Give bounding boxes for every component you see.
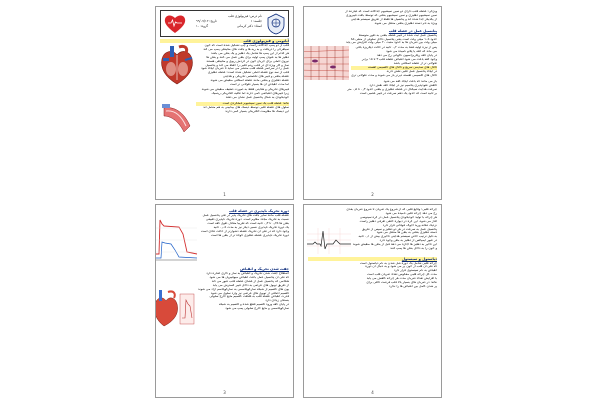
note-line: نکته: عضله قلب یک سین سیشیوم عملکردی است bbox=[196, 102, 289, 106]
header-field-value: تاریخ: ۹۹/۰۷/۱۲ bbox=[196, 19, 217, 23]
section-title: دیاستول و سیستول bbox=[308, 257, 437, 261]
header-field-value: گروه: ۱۰ bbox=[196, 24, 209, 28]
text-line: کاهش نفوذپذیری پتاسیم نیز در ایجاد کفه نقش دارد bbox=[369, 84, 437, 88]
header-field-label: جلسه: ۱ bbox=[250, 19, 262, 23]
document-page-2 bbox=[303, 6, 442, 200]
text-line: با افزایش تعداد ضربان مدت هر چرخه کاهش می یابد bbox=[366, 277, 437, 281]
text-line: چرخه قلبی: وقایع قلبی که از شروع یک ضربان تا شروع ضربان بعدی bbox=[346, 208, 437, 211]
text-line: بطن ها ۰٫۲۵ تا ۰٫۳ ثانیه است که تقریبا معادل طول کفه است bbox=[207, 221, 289, 225]
text-line: که طی آن پتانسیل عمل باعث انقباض میوفیبریل ها می شود bbox=[209, 275, 289, 279]
header-field-label: استاد: دکتر کرمانی bbox=[236, 24, 262, 28]
text-line: هر چرخه با تولید خودبخودی پتانسیل عمل در گره سینوسی bbox=[359, 215, 437, 219]
text-line: انقباض به نام سیستول قرار دارد bbox=[393, 269, 437, 273]
text-line: سارکوپلاسمی و مایع خارج سلولی پمپ می شود bbox=[225, 307, 289, 311]
heart-pressure-diagram bbox=[155, 288, 196, 328]
heart-anatomy-figure bbox=[155, 44, 199, 88]
cardiac-muscle-micrograph bbox=[303, 46, 349, 80]
text-line: در پایان کفه ورود کلسیم قطع شده و کلسیم به شبکه bbox=[218, 303, 289, 307]
university-emblem-icon bbox=[266, 13, 286, 35]
text-line: هر کدام از این پمپ ها شامل یک دهلیز و یک بطن می باشد bbox=[211, 51, 289, 55]
heart-logo-icon bbox=[163, 13, 187, 35]
text-line: زیرا فیبرهای انقباضی کمی دارند اما تخلیه الکتریکی ریتمیک bbox=[211, 91, 289, 95]
text-line: اصطلاح جفت شدن تحریک و انقباض به ساز و کاری اشاره دارد bbox=[206, 272, 289, 275]
text-line: می ماند که کفه یا پلاتو نامیده می شود bbox=[386, 50, 437, 54]
text-line: این دیسک ها مقاومت الکتریکی بسیار کمی دارند bbox=[225, 109, 289, 113]
text-line: دوره تحریک ناپذیری عضله دهلیزی کوتاه تر از بطن ها است bbox=[210, 233, 289, 237]
document-page-3 bbox=[155, 204, 294, 398]
text-line: چرخه قلبی شامل یک دوره شل شدن به نام دیاستول است bbox=[359, 261, 437, 265]
text-line: قلب از دو پمپ جداگانه راست و چپ تشکیل شده است که خون bbox=[204, 44, 289, 47]
text-line: وجود کفه باعث می شود انقباض عضله قلب ۳ تا ۱۵ برابر bbox=[361, 58, 437, 62]
text-line: از طریق توبول های عرضی به داخل فیبر گسترش می یابد bbox=[212, 283, 289, 287]
text-line: ویژگی: عضله قلب دارای دو سین سیشیوم جداگانه است که عبارتند از bbox=[345, 10, 437, 13]
section-title: جفت شدن تحریک و انقباض bbox=[240, 267, 289, 271]
text-line: هنگامی که پتانسیل عمل از غشای عضله قلب عبور می کند bbox=[211, 279, 289, 283]
page-number: 1 bbox=[223, 192, 226, 197]
text-line: خودبخودی به شکل پتانسیل عمل نشان می دهند bbox=[225, 95, 289, 99]
text-line: دسته دهلیزی بطنی به بطن ها منتقل می شود bbox=[376, 231, 437, 235]
highlighted-line: کانال های سدیمی سریع و کانال های کلسیمی آهسته bbox=[351, 66, 437, 70]
document-page-1 bbox=[155, 6, 294, 200]
action-potential-graph bbox=[155, 214, 199, 264]
text-line: اما مدت انقباض آن ها بسیار طولانی تر است bbox=[229, 83, 289, 87]
text-line: عضله بطنی و فیبر های تخصصی تحریکی و هدایتی bbox=[223, 75, 289, 79]
text-line: حدود ۱۰۵ میلی ولت است یعنی پتانسیل داخل سلولی از منفی ۸۵ bbox=[350, 37, 437, 41]
text-line: باز می مانند که باعث ایجاد کفه می شود bbox=[383, 80, 437, 84]
text-line: این تاخیر به دهلیز ها اجازه می دهد قبل از بطن ها منقبض شوند bbox=[352, 243, 437, 247]
text-line: که طی آن قلب از خون پر می شود و به دنبال آن دوره bbox=[365, 265, 437, 269]
text-line: قلب از سه نوع عضله اصلی تشکیل شده است: عضله دهلیزی bbox=[207, 71, 289, 75]
text-line: فیبرهای تحریکی و هدایتی فقط به صورت ضعیف منقبض می شوند bbox=[201, 88, 289, 91]
text-line: یک دوره تحریک ناپذیری نسبی دیگر نیز به مدت ۰٫۰۵ ثانیه bbox=[213, 225, 289, 229]
text-line: سرعت هدایت سیگنال در عضله دهلیزی و بطنی حدود ۰٫۳ تا ۰٫۵ متر bbox=[347, 88, 437, 92]
text-line: دهلیز ها به عنوان پمپ اولیه برای بطن عمل می کنند و بطن ها bbox=[206, 55, 289, 59]
text-line: طولانی تر از عضله اسکلتی باشد bbox=[393, 61, 437, 65]
section-title: دوره تحریک ناپذیری در عضله قلب bbox=[229, 209, 289, 213]
text-line: نکته: در ضربان های بسیار بالا قلب فرصت کافی برای bbox=[366, 281, 437, 285]
text-line: رخ می دهد چرخه قلبی نامیده می شود bbox=[385, 211, 437, 215]
text-line: مدت کل چرخه قلبی معکوس تعداد ضربان قلب است bbox=[366, 273, 437, 277]
text-line: به دلیل ترتیب خاص سیستم هدایتی تاخیری بیش از ۰٫۱ ثانیه bbox=[358, 235, 437, 239]
text-line: بر ثانیه است که حدود یک دهم سرعت در فیبر عصبی است bbox=[359, 92, 437, 96]
text-line: آغاز می شود. این گره در دیواره خلفی طرفی دهلیز راست bbox=[359, 219, 437, 223]
page-number: 3 bbox=[223, 390, 226, 395]
text-line: بستگی زیادی دارد bbox=[265, 299, 289, 303]
text-line: نسبت به تحریک مجدد مقاوم است. دوره تحریک ناپذیری طبیعی bbox=[205, 217, 289, 221]
text-line: عضله دهلیزی و بطنی مانند عضله اسکلتی منقبض می شوند bbox=[210, 79, 289, 83]
heart-section-figure bbox=[160, 102, 194, 136]
text-line: نزدیک دهانه ورید اجوف فوقانی قرار دارد bbox=[382, 223, 437, 227]
text-line: در پایان کفه رپلاریزاسیون ناگهانی رخ می دهد bbox=[376, 54, 437, 58]
text-line: سیاهرگی را دریافت و به ریه ها و بافت های محیطی پمپ می کند bbox=[203, 47, 289, 51]
text-line: عمل را در سراسر عضله قلب منتشر می نماید تا ضربان ایجاد شود bbox=[201, 67, 289, 71]
header-field-row bbox=[196, 24, 262, 29]
text-line: ساز و کار ویژه ای در قلب ریتم قلبی را حفظ می کند و پتانسیل bbox=[205, 63, 289, 67]
page-number: 2 bbox=[371, 192, 374, 197]
text-line: پتانسیل عمل به سرعت در هر دو دهلیز و سپس از طریق bbox=[361, 227, 437, 231]
document-page-4 bbox=[303, 204, 442, 398]
text-line: کانال های کلسیمی آهسته دیرتر باز می شوند و مدت طولانی تری bbox=[351, 73, 437, 77]
header-field-label: نام درس: فیزیولوژی قلب bbox=[228, 14, 262, 18]
text-line: پتانسیل عمل ثبت شده در فیبر عضله بطنی به طور متوسط bbox=[358, 33, 437, 37]
ecg-trace-figure bbox=[307, 228, 351, 254]
text-line: در ایجاد پتانسیل عمل قلبی نقش دارند bbox=[386, 69, 437, 73]
header-fields bbox=[196, 14, 262, 29]
page-header bbox=[160, 10, 289, 37]
text-line: پر شدن کامل بین انقباض ها را ندارد bbox=[389, 284, 437, 288]
text-line: وجود دارد که در طی آن تحریک عضله دشوارتر از حالت عادی است bbox=[200, 229, 289, 233]
text-line: عضله قلب مانند سایر بافت های تحریک پذیر در طی پتانسیل عمل bbox=[202, 214, 289, 217]
text-line: نیروی اصلی برای جریان خون در گردش ریوی و محیطی هستند bbox=[206, 59, 289, 63]
text-line: و خون را به داخل بطن ها پمپ کنند bbox=[390, 247, 437, 251]
text-line: یون های کلسیم از شبکه سارکوپلاسمی به سارکوپلاسم آزاد می شوند bbox=[198, 287, 289, 291]
text-line: سین سیشیوم دهلیزی و سین سیشیوم بطنی که توسط بافت فیبروزی bbox=[345, 13, 437, 17]
text-line: قدرت انقباض عضله قلب به غلظت کلسیم مایع خارج سلولی bbox=[209, 295, 289, 299]
text-line: ویژه به نام دسته دهلیزی بطنی منتقل می شوند bbox=[374, 21, 437, 25]
text-line: در عبور ایمپالس از دهلیز به بطن وجود دارد bbox=[379, 239, 437, 243]
text-line: کلسیم اضافی از توبول های عرضی نیز وارد سلول می شود bbox=[210, 291, 289, 295]
section-title: آناتومی و فیزیولوژی قلب bbox=[160, 39, 289, 43]
section-title: پتانسیل عمل در عضله قلب bbox=[388, 28, 437, 33]
page-number: 4 bbox=[371, 390, 374, 395]
text-line: پس از نیزه اولیه غشا به مدت ۰٫۲ ثانیه در حالت دپلاریزه باقی bbox=[355, 46, 437, 50]
text-line: سلول های عضله قلبی توسط دیسک های بینابینی به هم متصل اند bbox=[203, 105, 289, 109]
text-line: میلی ولت بین ضربان ها به حدود مثبت ۲۰ میلی ولت افزایش می یابد bbox=[346, 41, 437, 45]
text-line: از یکدیگر جدا شده اند و پتانسیل ها فقط از طریق سیستم هدایتی bbox=[350, 17, 437, 21]
